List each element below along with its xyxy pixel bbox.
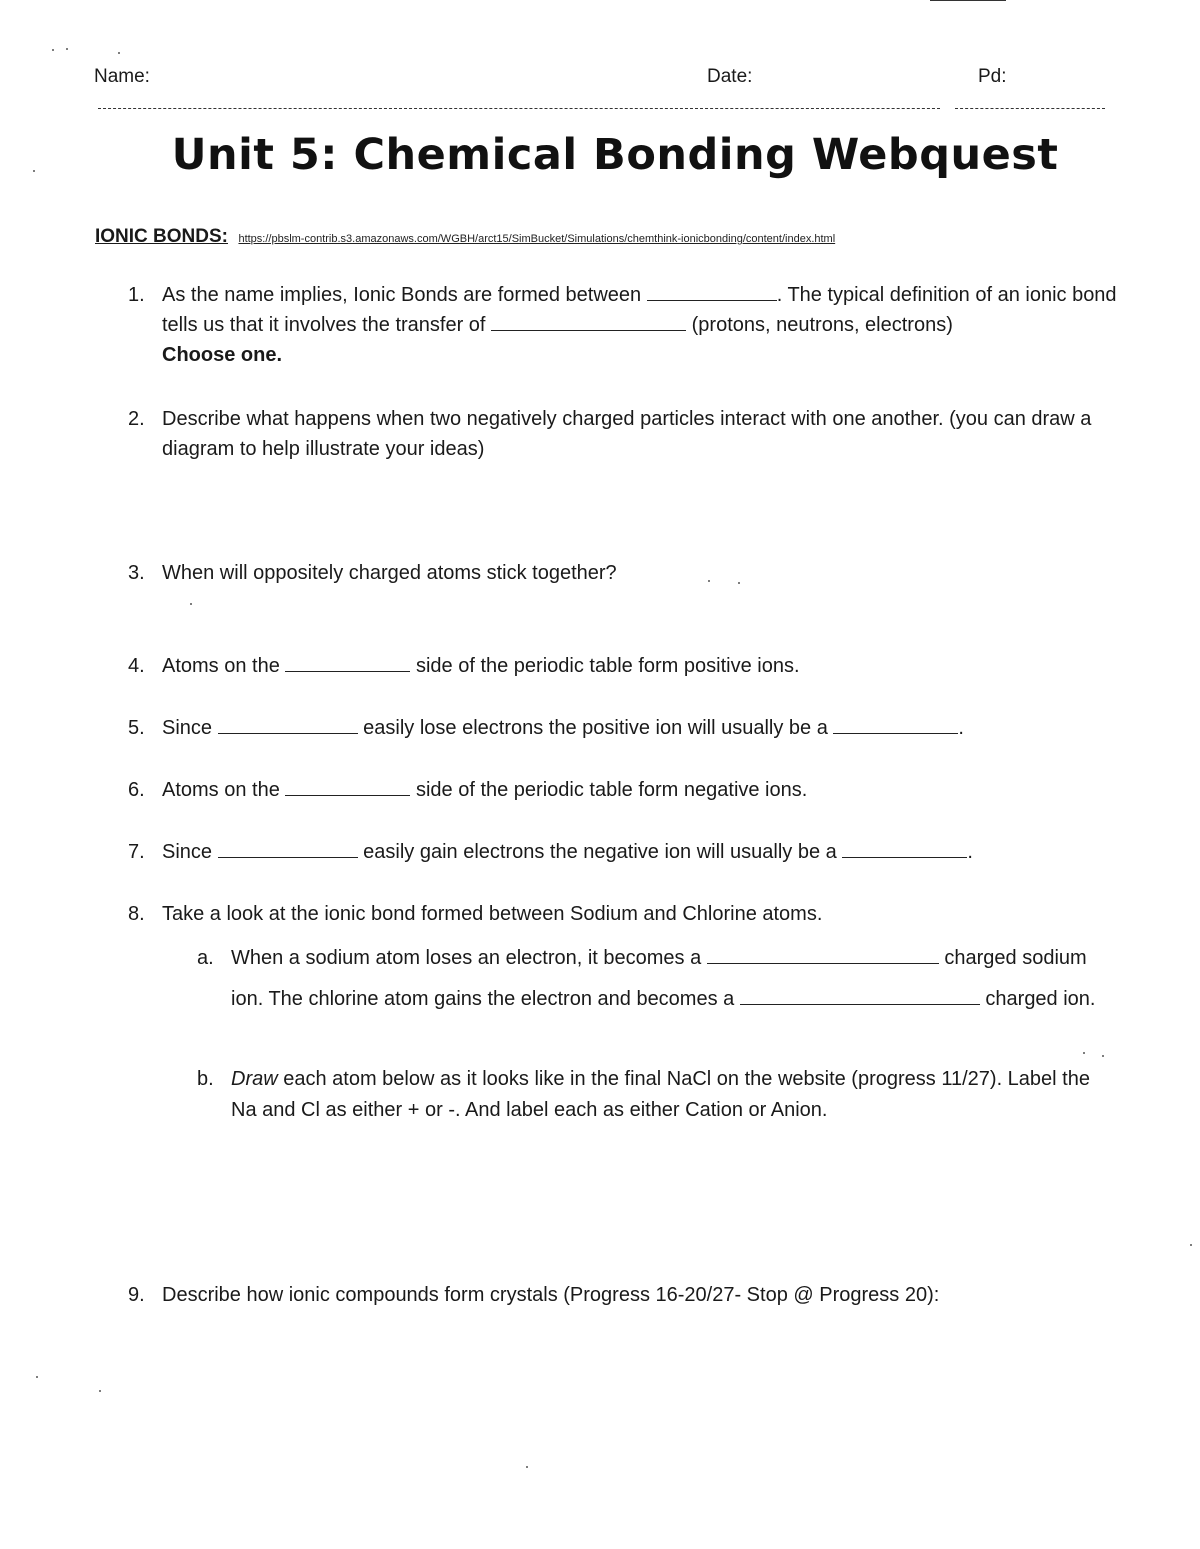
question-text: each atom below as it looks like in the final NaCl on the website (progress 11/27). Label the Na and Cl as either + or -. And label each as either Cation or Anion. bbox=[231, 1068, 1090, 1121]
scan-speck bbox=[99, 1390, 101, 1392]
question-number: 6. bbox=[128, 779, 145, 801]
question-text: charged sodium ion. The chlorine atom gains the electron and becomes a bbox=[231, 947, 1087, 1010]
question-5 bbox=[128, 713, 1118, 743]
question-text: Describe what happens when two negatively charged particles interact with one another. (you can draw a diagram to help illustrate your ideas) bbox=[162, 408, 1092, 460]
question-text: . The typical definition of an ionic bond tells us that it involves the transfer of bbox=[162, 284, 1117, 336]
date-field-line[interactable] bbox=[700, 108, 940, 109]
question-text: As the name implies, Ionic Bonds are formed between bbox=[162, 284, 642, 306]
period-field-line[interactable] bbox=[955, 108, 1105, 109]
question-8 bbox=[128, 899, 1118, 929]
answer-blank[interactable] bbox=[491, 310, 686, 331]
question-text: . bbox=[967, 841, 973, 863]
scan-speck bbox=[33, 170, 35, 172]
answer-blank[interactable] bbox=[285, 775, 410, 796]
name-label: Name: bbox=[94, 66, 150, 87]
answer-blank[interactable] bbox=[285, 651, 410, 672]
sub-question-label: a. bbox=[197, 947, 214, 969]
scan-speck bbox=[36, 1376, 38, 1378]
question-text: easily gain electrons the negative ion will usually be a bbox=[363, 841, 837, 863]
scan-speck bbox=[190, 603, 192, 605]
question-number: 3. bbox=[128, 562, 145, 584]
date-label: Date: bbox=[707, 66, 753, 87]
scan-speck bbox=[66, 48, 68, 50]
period-label: Pd: bbox=[978, 66, 1007, 87]
scan-speck bbox=[1083, 1052, 1085, 1054]
answer-blank[interactable] bbox=[740, 984, 980, 1005]
answer-blank[interactable] bbox=[218, 713, 358, 734]
question-number: 4. bbox=[128, 655, 145, 677]
answer-blank[interactable] bbox=[647, 280, 777, 301]
question-text: side of the periodic table form positive ions. bbox=[415, 655, 800, 677]
scan-mark bbox=[930, 0, 1006, 1]
question-number: 5. bbox=[128, 717, 145, 739]
section-url-link[interactable]: https://pbslm-contrib.s3.amazonaws.com/WGBH/arct15/SimBucket/Simulations/chemthink-ionicbonding/content/index.html bbox=[238, 233, 836, 245]
section-header bbox=[95, 226, 835, 248]
name-field-line[interactable] bbox=[98, 108, 698, 109]
question-8a bbox=[197, 938, 1112, 1020]
question-text: When will oppositely charged atoms stick together? bbox=[162, 562, 617, 584]
scan-speck bbox=[708, 580, 710, 582]
question-text: . bbox=[958, 717, 964, 739]
question-2 bbox=[128, 404, 1118, 464]
question-6 bbox=[128, 775, 1118, 805]
question-text: When a sodium atom loses an electron, it becomes a bbox=[231, 947, 702, 969]
question-text: Since bbox=[162, 717, 213, 739]
question-text: charged ion. bbox=[985, 988, 1096, 1010]
scan-speck bbox=[526, 1466, 528, 1468]
question-text: Atoms on the bbox=[162, 779, 280, 801]
question-number: 1. bbox=[128, 284, 145, 306]
sub-question-label: b. bbox=[197, 1068, 214, 1090]
question-text: (protons, neutrons, electrons) bbox=[691, 314, 953, 336]
answer-blank[interactable] bbox=[218, 837, 358, 858]
answer-blank[interactable] bbox=[707, 943, 939, 964]
question-text: Since bbox=[162, 841, 213, 863]
answer-blank[interactable] bbox=[842, 837, 967, 858]
question-number: 8. bbox=[128, 903, 145, 925]
question-3 bbox=[128, 558, 1118, 588]
question-9 bbox=[128, 1280, 1118, 1310]
question-text: side of the periodic table form negative ions. bbox=[415, 779, 808, 801]
section-heading: IONIC BONDS: bbox=[95, 226, 228, 247]
question-8b bbox=[197, 1064, 1112, 1126]
question-text: Describe how ionic compounds form crystals (Progress 16-20/27- Stop @ Progress 20): bbox=[162, 1284, 940, 1306]
scan-speck bbox=[1102, 1055, 1104, 1057]
choose-one-note: Choose one. bbox=[162, 344, 283, 366]
scan-speck bbox=[118, 52, 120, 54]
question-number: 9. bbox=[128, 1284, 145, 1306]
answer-blank[interactable] bbox=[833, 713, 958, 734]
question-text: easily lose electrons the positive ion will usually be a bbox=[363, 717, 828, 739]
question-7 bbox=[128, 837, 1118, 867]
draw-instruction: Draw bbox=[231, 1068, 278, 1090]
question-1 bbox=[128, 280, 1118, 370]
scan-speck bbox=[1190, 1244, 1192, 1246]
question-text: Take a look at the ionic bond formed between Sodium and Chlorine atoms. bbox=[162, 903, 823, 925]
scan-speck bbox=[738, 582, 740, 584]
question-4 bbox=[128, 651, 1118, 681]
scan-speck bbox=[52, 49, 54, 51]
question-number: 2. bbox=[128, 408, 145, 430]
question-number: 7. bbox=[128, 841, 145, 863]
question-text: Atoms on the bbox=[162, 655, 280, 677]
page-title: Unit 5: Chemical Bonding Webquest bbox=[171, 130, 1059, 180]
